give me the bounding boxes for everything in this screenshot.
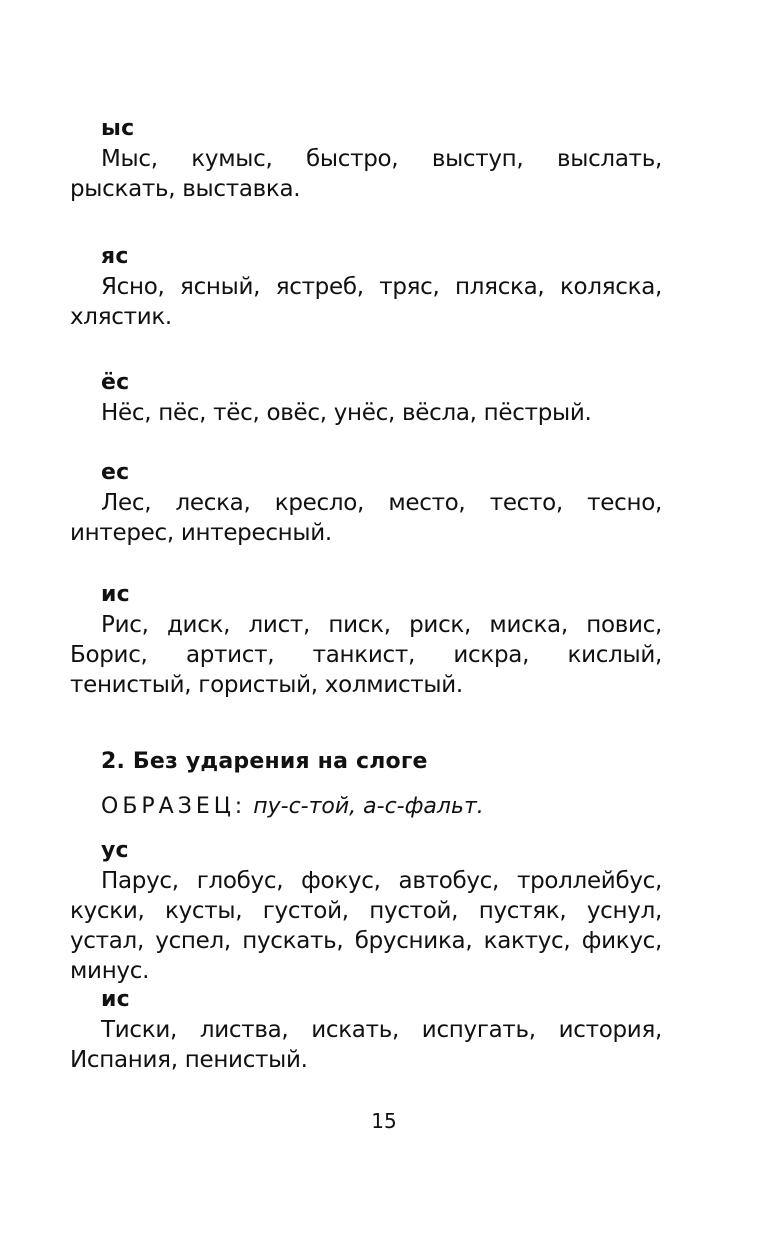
entry-text: Мыс, кумыс, быстро, выступ, выслать, рыскать, выставка. <box>70 146 662 202</box>
entry-us <box>70 836 662 986</box>
entry-text: Рис, диск, лист, писк, риск, миска, повис, Борис, артист, танкист, искра, кислый, тенистый, гористый, холмистый. <box>70 612 662 698</box>
sample-label: ОБРАЗЕЦ: <box>101 794 247 819</box>
entry-is-2 <box>70 985 662 1075</box>
sample-line <box>70 792 662 822</box>
entry-heading: ыс <box>101 116 135 141</box>
entry-es <box>70 458 662 548</box>
entry-is <box>70 580 662 700</box>
entry-heading: ёс <box>101 370 130 395</box>
entry-heading: ес <box>101 460 130 485</box>
entry-heading: яс <box>101 244 129 269</box>
entry-heading: ис <box>101 987 130 1012</box>
section-2 <box>70 747 662 777</box>
entry-text: Лес, леска, кресло, место, тесто, тесно, интерес, интересный. <box>70 490 662 546</box>
entry-text: Ясно, ясный, ястреб, тряс, пляска, коляска, хлястик. <box>70 274 662 330</box>
entry-heading: ус <box>101 838 129 863</box>
entry-text: Тиски, листва, искать, испугать, история, Испания, пенистый. <box>70 1017 662 1073</box>
entry-yas <box>70 242 662 332</box>
section-title: 2. Без ударения на слоге <box>101 749 428 774</box>
entry-text: Парус, глобус, фокус, автобус, троллейбус, куски, кусты, густой, пустой, пустяк, уснул, устал, успел, пускать, брусника, кактус, фикус, минус. <box>70 868 662 984</box>
sample-example: пу-с-той, а-с-фальт. <box>253 794 484 819</box>
entry-heading: ис <box>101 582 130 607</box>
entry-text: Нёс, пёс, тёс, овёс, унёс, вёсла, пёстрый. <box>101 400 592 426</box>
entry-yos <box>70 368 662 428</box>
entry-ys <box>70 114 662 204</box>
page-number: 15 <box>371 1109 397 1133</box>
